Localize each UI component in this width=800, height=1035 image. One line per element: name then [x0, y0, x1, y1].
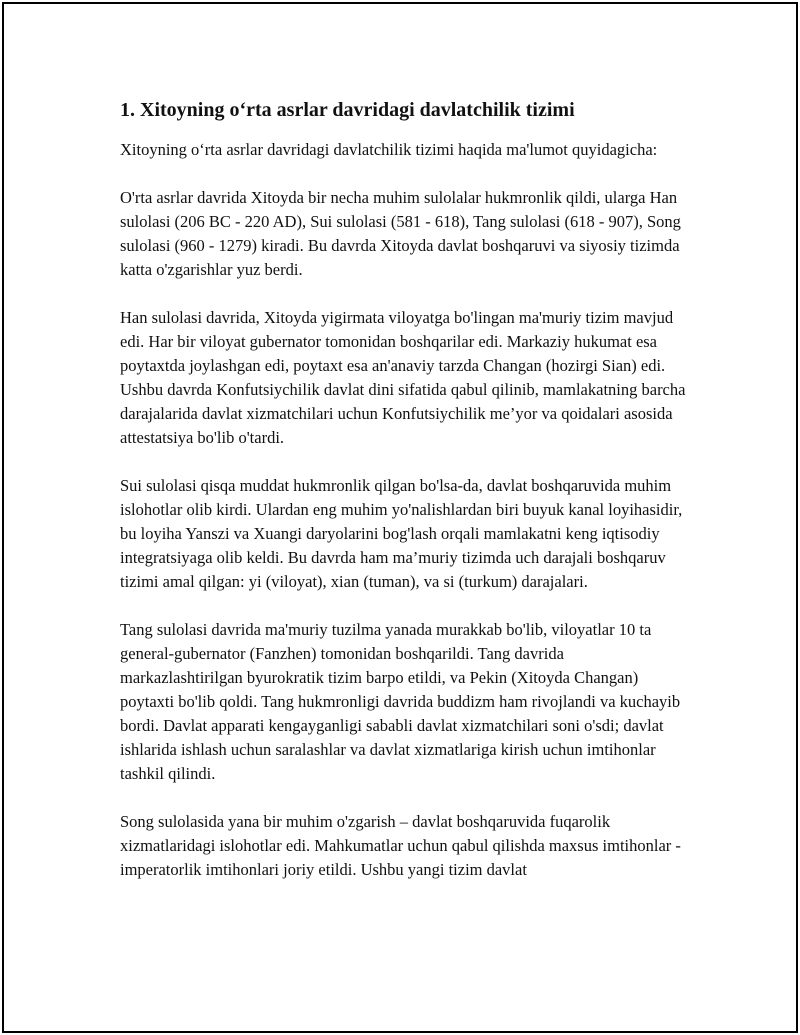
paragraph-tang: Tang sulolasi davrida ma'muriy tuzilma yanada murakkab bo'lib, viloyatlar 10 ta general-gubernator (Fanzhen) tomonidan boshqarildi. Tang davrida markazlashtirilgan byurokratik tizim barpo etildi, va Pekin (Xitoyda Changan) poytaxti bo'lib qoldi. Tang hukmronligi davrida buddizm ham rivojlandi va kuchayib bordi. Davlat apparati kengayganligi sababli davlat xizmatchilari soni o'sdi; davlat ishlarida ishlash uchun saralashlar va davlat xizmatlariga kirish uchun imtihonlar tashkil qilindi. [120, 620, 681, 783]
paragraph-sui: Sui sulolasi qisqa muddat hukmronlik qilgan bo'lsa-da, davlat boshqaruvida muhim islohotlar olib kirdi. Ulardan eng muhim yo'nalishlardan biri buyuk kanal loyihasidir, bu loyiha Yanszi va Xuangi daryolarini bog'lash orqali mamlakatni keng iqtisodiy integratsiyaga olib keldi. Bu davrda ham ma’muriy tizimda uch darajali boshqaruv tizimi amal qilgan: yi (viloyat), xian (tuman), va si (turkum) darajalari. [120, 476, 683, 591]
paragraph-song: Song sulolasida yana bir muhim o'zgarish – davlat boshqaruvida fuqarolik xizmatlaridagi islohotlar edi. Mahkumatlar uchun qabul qilishda maxsus imtihonlar - imperatorlik imtihonlari joriy etildi. Ushbu yangi tizim davlat [120, 812, 681, 879]
document-title: 1. Xitoyning o‘rta asrlar davridagi davlatchilik tizimi [120, 99, 575, 121]
paragraph-han: Han sulolasi davrida, Xitoyda yigirmata viloyatga bo'lingan ma'muriy tizim mavjud edi. Har bir viloyat gubernator tomonidan boshqarilar edi. Markaziy hukumat esa poytaxtda joylashgan edi, poytaxt esa an'anaviy tarzda Changan (hozirgi Sian) edi. Ushbu davrda Konfutsiychilik davlat dini sifatida qabul qilinib, mamlakatning barcha darajalarida davlat xizmatchilari uchun Konfutsiychilik me’yor va qoidalari asosida attestatsiya bo'lib o'tardi. [120, 308, 686, 447]
page-frame [2, 2, 798, 1033]
paragraph-dynasties: O'rta asrlar davrida Xitoyda bir necha muhim sulolalar hukmronlik qildi, ularga Han sulolasi (206 BC - 220 AD), Sui sulolasi (581 - 618), Tang sulolasi (618 - 907), Song sulolasi (960 - 1279) kiradi. Bu davrda Xitoyda davlat boshqaruvi va siyosiy tizimda katta o'zgarishlar yuz berdi. [120, 188, 681, 279]
intro-paragraph: Xitoyning o‘rta asrlar davridagi davlatchilik tizimi haqida ma'lumot quyidagicha: [120, 140, 658, 159]
document-body [120, 96, 688, 906]
